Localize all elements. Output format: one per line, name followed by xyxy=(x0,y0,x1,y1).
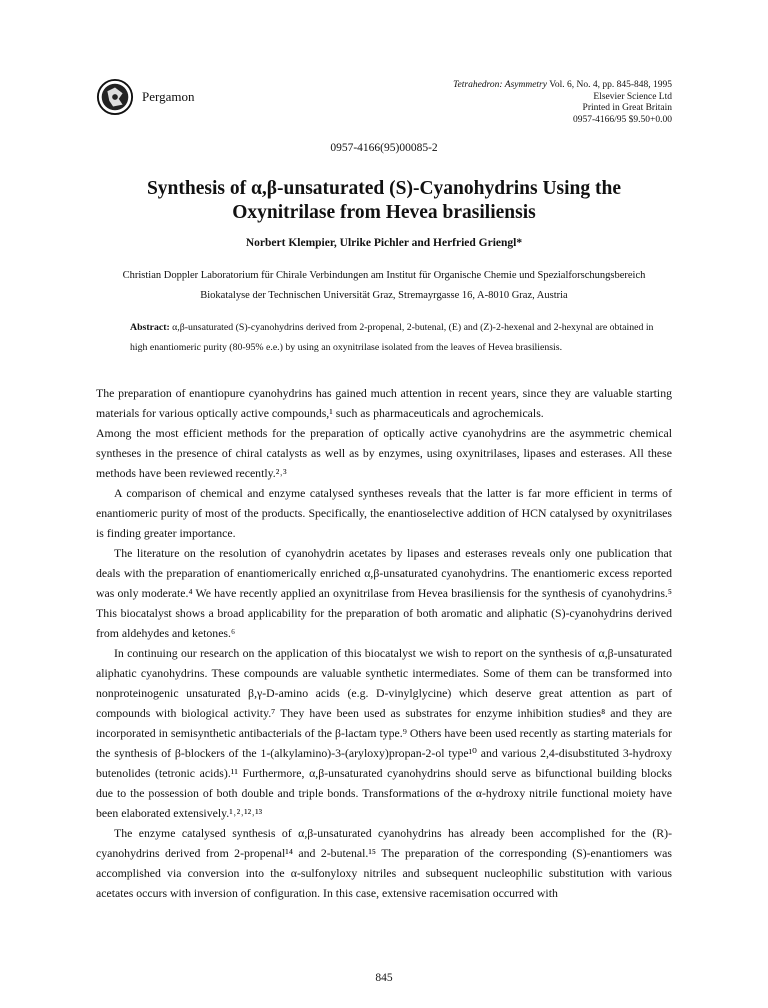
affiliation xyxy=(96,266,672,306)
printed-in: Printed in Great Britain xyxy=(582,103,672,113)
pergamon-logo-icon xyxy=(96,78,134,116)
journal-info xyxy=(453,80,672,126)
abstract xyxy=(130,318,670,358)
abstract-label: Abstract: xyxy=(130,322,170,333)
page-number: 845 xyxy=(375,972,393,984)
copyright: Elsevier Science Ltd xyxy=(593,91,672,102)
title-line-1: Synthesis of α,β-unsaturated (S)-Cyanohydrins Using the xyxy=(146,178,622,199)
affiliation-line-1: Christian Doppler Laboratorium für Chirale Verbindungen am Institut für Organische Chemie und Spezialforschungsbereich xyxy=(122,270,646,281)
issn: 0957-4166/95 $9.50+0.00 xyxy=(572,114,672,125)
title-line-2: Oxynitrilase from Hevea brasiliensis xyxy=(232,202,536,223)
article-doi: 0957-4166(95)00085-2 xyxy=(330,142,438,154)
paragraph: The literature on the resolution of cyanohydrin acetates by lipases and esterases reveals only one publication that deals with the preparation of enantiomerically enriched α,β-unsaturated cyanohydrins. The enantiomeric excess reported was only moderate.⁴ We have recently applied an oxynitrilase from Hevea brasiliensis for the synthesis of cyanohydrins.⁵ This biocatalyst shows a broad applicability for the preparation of both aromatic and aliphatic (S)-cyanohydrins derived from aldehydes and ketones.⁶ xyxy=(96,546,672,640)
paragraph: The enzyme catalysed synthesis of α,β-unsaturated cyanohydrins has already been accomplished for the (R)-cyanohydrins derived from 2-propenal¹⁴ and 2-butenal.¹⁵ The preparation of the corresponding (S)-enantiomers was accomplished via conversion into the α-sulfonyloxy nitriles and subsequent nucleophilic substitution with various acetates occurs with inversion of configuration. In this case, extensive racemisation occurred with xyxy=(96,826,672,900)
authors: Norbert Klempier, Ulrike Pichler and Herfried Griengl* xyxy=(245,237,523,249)
paragraph: The preparation of enantiopure cyanohydrins has gained much attention in recent years, since they are valuable starting materials for various optically active compounds,¹ such as pharmaceuticals and agrochemicals. xyxy=(96,386,672,420)
paragraph: In continuing our research on the application of this biocatalyst we wish to report on the synthesis of α,β-unsaturated aliphatic cyanohydrins. These compounds are valuable synthetic intermediates. Some of them can be transformed into nonproteinogenic unsaturated β,γ-D-amino acids (e.g. D-vinylglycine) which deserve great attention as part of compounds with biological activity.⁷ They have been used as substrates for enzyme inhibition studies⁸ and they are incorporated in semisynthetic antibacterials of the β-lactam type.⁹ Others have been used recently as starting materials for the synthesis of β-blockers of the 1-(alkylamino)-3-(aryloxy)propan-2-ol type¹⁰ and various 2,4-disubstituted 3-hydroxy butenolides (tetronic acids).¹¹ Furthermore, α,β-unsaturated cyanohydrins should serve as bifunctional building blocks due to the possession of both double and triple bonds. Transformations of the α-hydroxy nitrile functional moiety have been elaborated extensively.¹˒²˒¹²˒¹³ xyxy=(96,646,672,820)
affiliation-line-2: Biokatalyse der Technischen Universität Graz, Stremayrgasse 16, A-8010 Graz, Austria xyxy=(200,290,568,301)
journal-citation xyxy=(453,80,672,92)
paragraph: A comparison of chemical and enzyme catalysed syntheses reveals that the latter is far more efficient in terms of enantiomeric purity of most of the products. Specifically, the enantioselective addition of HCN catalysed by oxynitrilases is finding greater importance. xyxy=(96,486,672,540)
abstract-text: α,β-unsaturated (S)-cyanohydrins derived from 2-propenal, 2-butenal, (E) and (Z)-2-hexenal and 2-hexynal are obtained in high enantiomeric purity (80-95% e.e.) by using an oxynitrilase isolated from the leaves of Hevea brasiliensis. xyxy=(130,322,654,353)
publisher-name: Pergamon xyxy=(142,89,195,104)
paper-title xyxy=(96,177,672,225)
journal-name: Tetrahedron: Asymmetry xyxy=(453,80,547,90)
paragraph: Among the most efficient methods for the preparation of optically active cyanohydrins are the asymmetric chemical syntheses in the presence of chiral catalysts as well as by enzymes, using oxynitrilases, lipases and esterases. All these methods have been reviewed recently.²˒³ xyxy=(96,426,672,480)
journal-volume: Vol. 6, No. 4, pp. 845-848, 1995 xyxy=(546,80,672,90)
body-text xyxy=(96,383,672,903)
